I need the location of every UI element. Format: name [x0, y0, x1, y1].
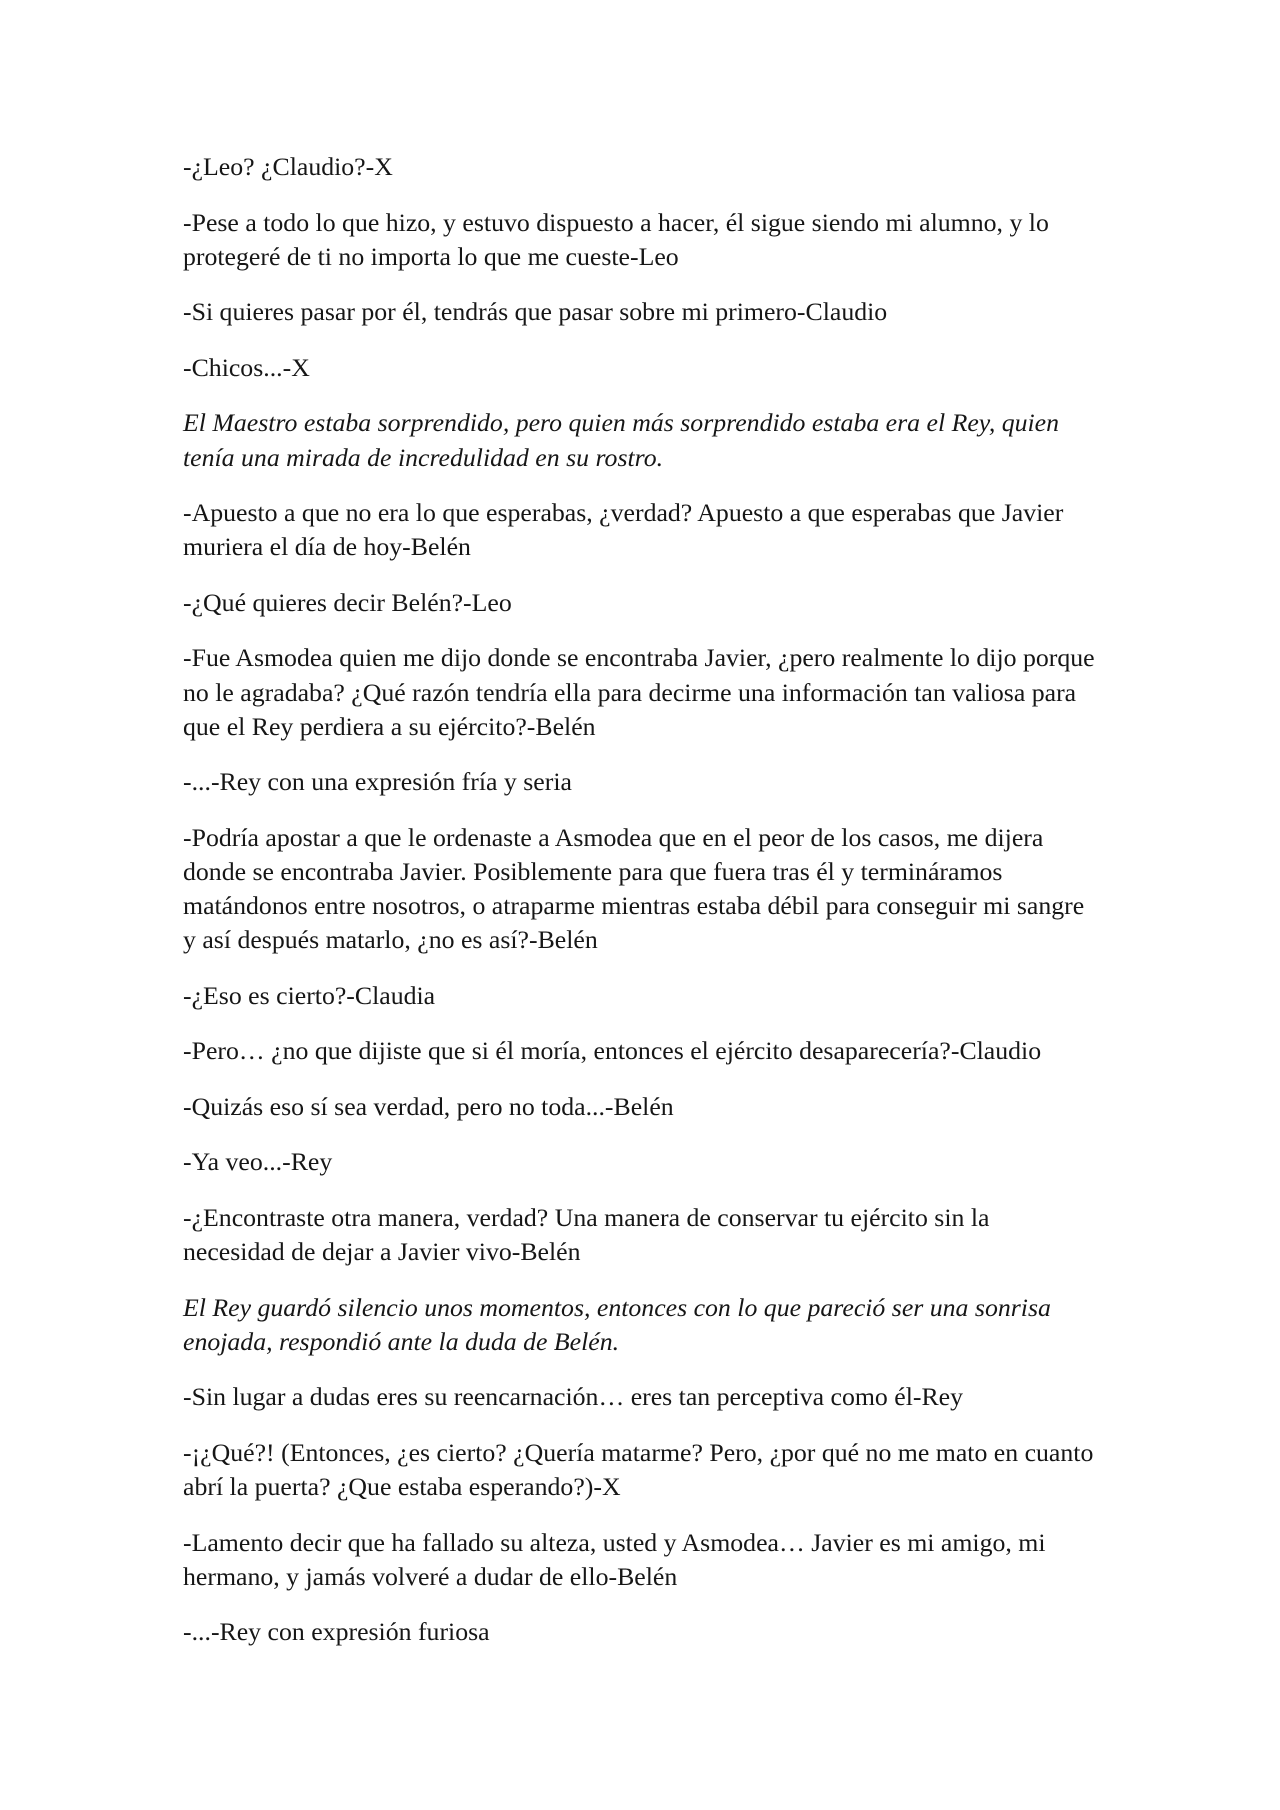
text-line: -Quizás eso sí sea verdad, pero no toda...-Belén	[183, 1091, 674, 1121]
text-line: tenía una mirada de incredulidad en su rostro.	[183, 442, 664, 472]
text-line: -¿Qué quieres decir Belén?-Leo	[183, 587, 512, 617]
dialogue-paragraph	[183, 295, 1100, 329]
text-line: -...-Rey con expresión furiosa	[183, 1617, 490, 1647]
narration-paragraph	[183, 1291, 1100, 1359]
text-line: abrí la puerta? ¿Que estaba esperando?)-X	[183, 1472, 621, 1502]
text-line: que el Rey perdiera a su ejército?-Belén	[183, 711, 596, 741]
dialogue-paragraph	[183, 1034, 1100, 1068]
dialogue-paragraph	[183, 351, 1100, 385]
dialogue-paragraph	[183, 1526, 1100, 1594]
text-line: -Si quieres pasar por él, tendrás que pasar sobre mi primero-Claudio	[183, 297, 888, 327]
dialogue-paragraph	[183, 765, 1100, 799]
text-line: hermano, y jamás volveré a dudar de ello-Belén	[183, 1561, 678, 1591]
text-line: -Pero… ¿no que dijiste que si él moría, entonces el ejército desaparecería?-Claudio	[183, 1036, 1042, 1066]
dialogue-paragraph	[183, 979, 1100, 1013]
text-line: El Rey guardó silencio unos momentos, entonces con lo que pareció ser una sonrisa	[183, 1292, 1051, 1322]
text-line: -Fue Asmodea quien me dijo donde se encontraba Javier, ¿pero realmente lo dijo porque	[183, 643, 1095, 673]
narration-paragraph	[183, 406, 1100, 474]
text-line: enojada, respondió ante la duda de Belén.	[183, 1326, 620, 1356]
dialogue-paragraph	[183, 150, 1100, 184]
text-line: -¡¿Qué?! (Entonces, ¿es cierto? ¿Quería matarme? Pero, ¿por qué no me mato en cuanto	[183, 1438, 1094, 1468]
text-line: -Chicos...-X	[183, 352, 310, 382]
dialogue-paragraph	[183, 1201, 1100, 1269]
dialogue-paragraph	[183, 1615, 1100, 1649]
dialogue-paragraph	[183, 206, 1100, 274]
text-line: matándonos entre nosotros, o atraparme mientras estaba débil para conseguir mi sangre	[183, 891, 1085, 920]
text-line: -...-Rey con una expresión fría y seria	[183, 767, 572, 797]
text-line: necesidad de dejar a Javier vivo-Belén	[183, 1237, 581, 1267]
dialogue-paragraph	[183, 586, 1100, 620]
text-line: -Lamento decir que ha fallado su alteza, usted y Asmodea… Javier es mi amigo, mi	[183, 1527, 1046, 1557]
text-line: -Apuesto a que no era lo que esperabas, ¿verdad? Apuesto a que esperabas que Javier	[183, 498, 1064, 528]
dialogue-paragraph	[183, 1090, 1100, 1124]
text-line: -Podría apostar a que le ordenaste a Asmodea que en el peor de los casos, me dijera	[183, 822, 1044, 852]
dialogue-paragraph	[183, 496, 1100, 564]
text-line: donde se encontraba Javier. Posiblemente para que fuera tras él y termináramos	[183, 856, 1003, 886]
text-line: -¿Encontraste otra manera, verdad? Una manera de conservar tu ejército sin la	[183, 1203, 990, 1233]
text-line: no le agradaba? ¿Qué razón tendría ella para decirme una información tan valiosa para	[183, 677, 1077, 707]
dialogue-paragraph	[183, 1436, 1100, 1504]
text-line: -Ya veo...-Rey	[183, 1147, 333, 1177]
text-line: -¿Leo? ¿Claudio?-X	[183, 152, 393, 181]
text-line: El Maestro estaba sorprendido, pero quien más sorprendido estaba era el Rey, quien	[183, 408, 1060, 438]
dialogue-paragraph	[183, 1145, 1100, 1179]
dialogue-paragraph	[183, 1380, 1100, 1414]
text-line: -Sin lugar a dudas eres su reencarnación… eres tan perceptiva como él-Rey	[183, 1382, 964, 1412]
dialogue-paragraph	[183, 821, 1100, 957]
text-line: -¿Eso es cierto?-Claudia	[183, 980, 436, 1010]
dialogue-paragraph	[183, 641, 1100, 743]
text-line: muriera el día de hoy-Belén	[183, 532, 471, 562]
text-line: -Pese a todo lo que hizo, y estuvo dispuesto a hacer, él sigue siendo mi alumno, y lo	[183, 207, 1049, 237]
text-line: protegeré de ti no importa lo que me cueste-Leo	[183, 241, 679, 271]
text-line: y así después matarlo, ¿no es así?-Belén	[183, 925, 598, 955]
